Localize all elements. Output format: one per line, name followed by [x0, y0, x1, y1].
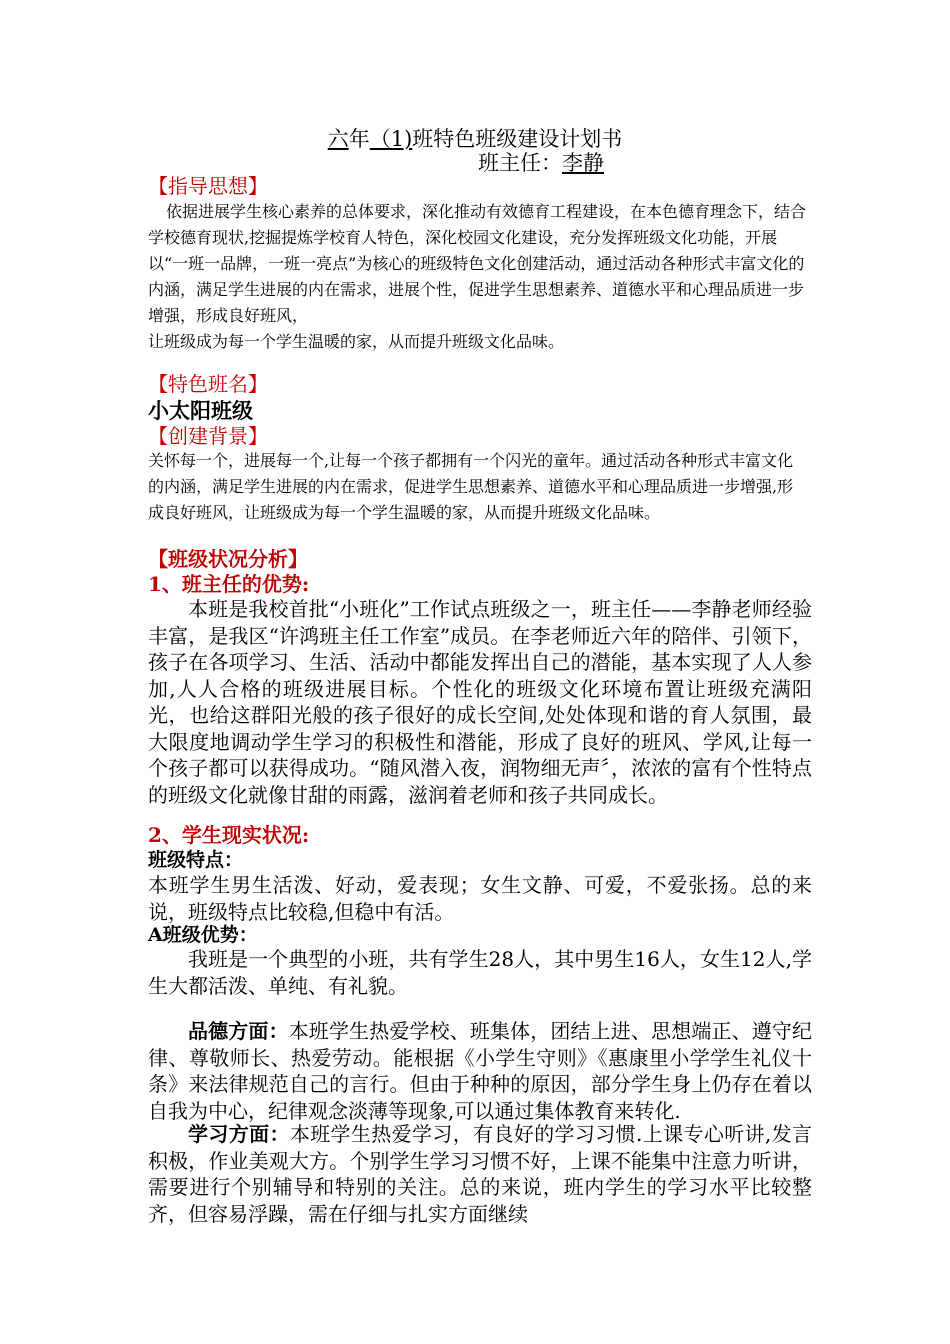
- class-features-text: 本班学生男生活泼、好动，爱表现；女生文静、可爱，不爱张扬。总的来说，班级特点比较稳,但稳中有活。: [148, 873, 812, 924]
- teacher-advantage-paragraph: [148, 596, 812, 808]
- guiding-text-2: 让班级成为每一个学生温暖的家，从而提升班级文化品味。: [148, 332, 565, 351]
- student-status-heading: 2、学生现实状况:: [148, 823, 310, 847]
- study-label: 学习方面：: [188, 1122, 290, 1146]
- title-text: 班特色班级建设计划书: [412, 127, 623, 151]
- background-heading: 【创建背景】: [148, 424, 268, 448]
- title-grade-suffix: 年: [348, 127, 370, 151]
- head-teacher-name: 李静: [562, 151, 604, 175]
- head-teacher-line: [478, 150, 604, 176]
- teacher-advantage-heading: 1、班主任的优势:: [148, 572, 310, 596]
- study-paragraph: [148, 1121, 812, 1227]
- head-teacher-label: 班主任：: [478, 151, 562, 175]
- analysis-heading: 【班级状况分析】: [148, 547, 308, 571]
- class-advantage-text: 我班是一个典型的小班，共有学生28人，其中男生16人，女生12人,学生大都活泼、单纯、有礼貌。: [148, 947, 812, 998]
- background-paragraph: [148, 448, 808, 526]
- class-advantage-heading: A班级优势：: [148, 924, 258, 946]
- class-name: 小太阳班级: [148, 398, 253, 423]
- class-name-heading: 【特色班名】: [148, 372, 268, 396]
- class-features-paragraph: [148, 872, 812, 925]
- document-title: [0, 126, 950, 152]
- title-grade: 六: [327, 127, 349, 151]
- guiding-text-1: 依据进展学生核心素养的总体要求，深化推动有效德育工程建设，在本色德育理念下，结合学校德育现状,挖掘提炼学校育人特色，深化校园文化建设，充分发挥班级文化功能，开展以“一班一品牌，一班一亮点”为核心的班级特色文化创建活动，通过活动各种形式丰富文化的内涵，满足学生进展的内在需求，进展个性，促进学生思想素养、道德水平和心理品质进一步增强，形成良好班风，: [148, 202, 807, 325]
- moral-paragraph: [148, 1018, 812, 1124]
- guiding-paragraph: [148, 199, 808, 355]
- moral-label: 品德方面：: [188, 1019, 289, 1043]
- class-features-heading: 班级特点：: [148, 849, 244, 871]
- moral-text: 本班学生热爱学校、班集体，团结上进、思想端正、遵守纪律、尊敬师长、热爱劳动。能根据《小学生守则》《惠康里小学学生礼仪十条》来法律规范自己的言行。但由于种种的原因，部分学生身上仍存在着以自我为中心，纪律观念淡薄等现象,可以通过集体教育来转化.: [148, 1019, 813, 1123]
- background-text: 关怀每一个，进展每一个,让每一个孩子都拥有一个闪光的童年。通过活动各种形式丰富文化的内涵，满足学生进展的内在需求，促进学生思想素养、道德水平和心理品质进一步增强,形成良好班风，让班级成为每一个学生温暖的家，从而提升班级文化品味。: [148, 451, 794, 522]
- study-text: 本班学生热爱学习，有良好的学习习惯.上课专心听讲,发言积极，作业美观大方。个别学生学习习惯不好，上课不能集中注意力听讲，需要进行个别辅导和特别的关注。总的来说，班内学生的学习水平比较整齐，但容易浮躁，需在仔细与扎实方面继续: [148, 1122, 813, 1226]
- class-advantage-paragraph: [148, 946, 812, 999]
- guiding-heading: 【指导思想】: [148, 174, 268, 198]
- teacher-advantage-text: 本班是我校首批“小班化”工作试点班级之一，班主任——李静老师经验丰富，是我区“许鸿班主任工作室”成员。在李老师近六年的陪伴、引领下，孩子在各项学习、生活、活动中都能发挥出自己的潜能，基本实现了人人参加,人人合格的班级进展目标。个性化的班级文化环境布置让班级充满阳光，也给这群阳光般的孩子很好的成长空间,处处体现和谐的育人氛围，最大限度地调动学生学习的积极性和潜能，形成了良好的班风、学风,让每一个孩子都可以获得成功。“随风潜入夜，润物细无声〞，浓浓的富有个性特点的班级文化就像甘甜的雨露，滋润着老师和孩子共同成长。: [148, 597, 812, 807]
- title-class-number: （1): [369, 127, 413, 151]
